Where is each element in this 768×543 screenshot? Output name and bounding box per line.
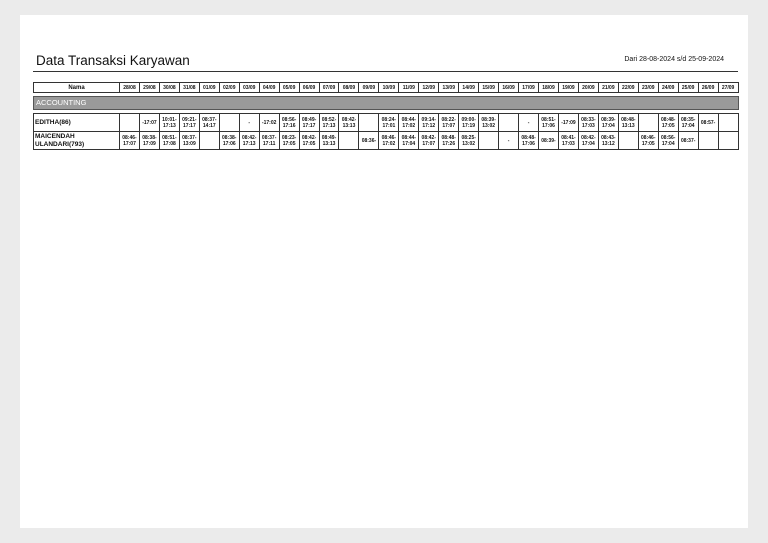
employee-row — [34, 132, 739, 150]
check-in-time: 08:41- — [561, 134, 576, 141]
attendance-cell — [179, 132, 199, 150]
check-out-time: 17:02 — [402, 122, 416, 129]
check-out-time: 13:13 — [621, 122, 635, 129]
check-in-time: 08:37- — [202, 116, 217, 123]
attendance-cell — [718, 114, 738, 132]
check-out-time: 17:04 — [661, 140, 675, 147]
check-out-time: 17:13 — [162, 122, 176, 129]
check-in-time: 08:43- — [601, 134, 616, 141]
date-column-header: 19/09 — [558, 83, 578, 93]
check-in-time: 08:44- — [401, 116, 417, 123]
attendance-cell — [299, 114, 319, 132]
check-in-time: 08:42- — [241, 134, 257, 141]
attendance-cell — [459, 114, 479, 132]
date-column-header: 15/09 — [479, 83, 499, 93]
attendance-cell — [499, 132, 519, 150]
date-column-header: 22/09 — [618, 83, 638, 93]
check-out-time: -17:07 — [142, 119, 157, 126]
attendance-cell — [678, 114, 698, 132]
check-out-time: 13:13 — [322, 140, 336, 147]
check-out-time: 17:04 — [402, 140, 416, 147]
date-column-header: 02/09 — [219, 83, 239, 93]
attendance-cell — [539, 132, 559, 150]
attendance-cell — [399, 132, 419, 150]
attendance-cell — [459, 132, 479, 150]
attendance-cell — [718, 132, 738, 150]
date-column-header: 05/09 — [279, 83, 299, 93]
attendance-table — [33, 82, 739, 150]
attendance-cell — [558, 114, 578, 132]
check-out-time: 17:03 — [562, 140, 575, 147]
attendance-cell — [120, 114, 140, 132]
check-in-time: 08:52- — [321, 116, 337, 123]
check-out-time: 13:02 — [482, 122, 496, 129]
date-column-header: 10/09 — [379, 83, 399, 93]
attendance-cell — [439, 132, 459, 150]
date-column-header: 18/09 — [539, 83, 559, 93]
check-in-time: 08:48- — [660, 116, 676, 123]
attendance-cell — [259, 114, 279, 132]
date-column-header: 14/09 — [459, 83, 479, 93]
date-column-header: 09/09 — [359, 83, 379, 93]
check-out-time: 17:08 — [162, 140, 176, 147]
check-out-time: 14:17 — [202, 122, 216, 129]
employee-name: MAICENDAH ULANDARI(793) — [34, 132, 120, 150]
attendance-cell — [578, 114, 598, 132]
date-column-header: 23/09 — [638, 83, 658, 93]
date-column-header: 16/09 — [499, 83, 519, 93]
check-out-time: 17:19 — [462, 122, 476, 129]
date-column-header: 30/08 — [159, 83, 179, 93]
attendance-cell — [419, 114, 439, 132]
attendance-cell — [598, 114, 618, 132]
check-out-time: 17:05 — [641, 140, 655, 147]
attendance-cell — [279, 132, 299, 150]
check-in-time: 09:14- — [421, 116, 436, 123]
attendance-cell — [279, 114, 299, 132]
date-range: Dari 28-08-2024 s/d 25-09-2024 — [624, 56, 724, 63]
attendance-cell — [658, 114, 678, 132]
check-in-time: 08:49- — [301, 116, 317, 123]
employee-name: EDITHA(86) — [34, 114, 120, 132]
check-in-time: 08:46- — [381, 134, 397, 141]
check-out-time: - — [248, 119, 251, 126]
attendance-cell — [658, 132, 678, 150]
check-out-time: - — [527, 119, 530, 126]
attendance-cell — [199, 114, 219, 132]
check-out-time: 17:06 — [222, 140, 236, 147]
check-out-time: 17:06 — [542, 122, 555, 129]
check-out-time: 17:01 — [382, 122, 396, 129]
check-out-time: 13:12 — [601, 140, 615, 147]
attendance-cell — [618, 132, 638, 150]
date-column-header: 01/09 — [199, 83, 219, 93]
check-out-time: 17:06 — [522, 140, 535, 147]
check-in-time: 08:24- — [381, 116, 397, 123]
check-in-time: 08:48- — [441, 134, 456, 141]
attendance-cell — [139, 132, 159, 150]
check-out-time: -17:09 — [561, 119, 576, 126]
check-out-time: 13:09 — [182, 140, 196, 147]
date-column-header: 11/09 — [399, 83, 419, 93]
attendance-cell — [618, 114, 638, 132]
attendance-cell — [698, 132, 718, 150]
check-in-time: 08:22- — [441, 116, 456, 123]
check-out-time: 17:26 — [442, 140, 456, 147]
check-out-time: 17:16 — [282, 122, 296, 129]
check-in-time: 08:38- — [142, 134, 157, 141]
header-row — [34, 83, 739, 93]
date-column-header: 25/09 — [678, 83, 698, 93]
check-in-time: 09:21- — [182, 116, 197, 123]
attendance-cell — [499, 114, 519, 132]
report-title: Data Transaksi Karyawan — [36, 53, 190, 68]
attendance-cell — [319, 132, 339, 150]
date-column-header: 31/08 — [179, 83, 199, 93]
check-in-time: 08:37- — [182, 134, 197, 141]
date-column-header: 21/09 — [598, 83, 618, 93]
check-in-time: 08:56- — [281, 116, 297, 123]
check-out-time: 17:03 — [582, 122, 595, 129]
attendance-cell — [578, 132, 598, 150]
check-out-time: 17:05 — [302, 140, 316, 147]
attendance-cell — [399, 114, 419, 132]
attendance-cell — [259, 132, 279, 150]
attendance-cell — [179, 114, 199, 132]
check-in-time: 08:35- — [680, 116, 696, 123]
attendance-cell — [159, 132, 179, 150]
check-out-time: 17:13 — [322, 122, 336, 129]
date-column-header: 06/09 — [299, 83, 319, 93]
check-in-time: 08:42- — [301, 134, 317, 141]
attendance-cell — [359, 114, 379, 132]
attendance-cell — [519, 114, 539, 132]
check-out-time: 17:04 — [601, 122, 615, 129]
date-column-header: 24/09 — [658, 83, 678, 93]
attendance-cell — [239, 114, 259, 132]
attendance-cell — [638, 114, 658, 132]
employee-row — [34, 114, 739, 132]
check-in-time: 08:46- — [641, 134, 656, 141]
check-in-time: 08:39- — [481, 116, 496, 123]
check-in-time: 08:51- — [541, 116, 556, 123]
check-in-time: 08:44- — [401, 134, 417, 141]
attendance-cell — [379, 114, 399, 132]
check-out-time: 17:12 — [422, 122, 436, 129]
check-in-time: 08:23- — [281, 134, 297, 141]
attendance-cell — [698, 114, 718, 132]
attendance-cell — [319, 114, 339, 132]
attendance-cell — [379, 132, 399, 150]
check-out-time: 17:05 — [661, 122, 675, 129]
attendance-cell — [159, 114, 179, 132]
attendance-cell — [299, 132, 319, 150]
check-out-time: -17:02 — [261, 119, 277, 126]
check-in-time: 08:42- — [581, 134, 596, 141]
check-out-time: 17:04 — [681, 122, 695, 129]
attendance-cell — [139, 114, 159, 132]
attendance-cell — [239, 132, 259, 150]
check-out-time: 17:13 — [242, 140, 256, 147]
check-in-time: 08:39- — [601, 116, 616, 123]
check-in-time: 08:25- — [461, 134, 476, 141]
attendance-cell — [219, 132, 239, 150]
check-out-time: 17:07 — [442, 122, 456, 129]
check-out-time: 17:07 — [422, 140, 436, 147]
check-in-time: 08:36- — [361, 137, 377, 144]
attendance-cell — [359, 132, 379, 150]
attendance-cell — [638, 132, 658, 150]
attendance-cell — [219, 114, 239, 132]
date-column-header: 07/09 — [319, 83, 339, 93]
name-column-header: Nama — [34, 83, 120, 93]
check-out-time: - — [507, 137, 510, 144]
attendance-cell — [678, 132, 698, 150]
check-in-time: 09:00- — [461, 116, 476, 123]
date-column-header: 13/09 — [439, 83, 459, 93]
attendance-cell — [519, 132, 539, 150]
report-page — [20, 15, 748, 528]
check-in-time: 08:42- — [341, 116, 357, 123]
attendance-cell — [479, 114, 499, 132]
date-column-header: 12/09 — [419, 83, 439, 93]
check-in-time: 08:42- — [421, 134, 436, 141]
check-out-time: 17:09 — [143, 140, 156, 147]
check-in-time: 08:38- — [222, 134, 237, 141]
date-column-header: 17/09 — [519, 83, 539, 93]
check-out-time: 17:17 — [302, 122, 316, 129]
check-out-time: 17:04 — [582, 140, 595, 147]
date-column-header: 26/09 — [698, 83, 718, 93]
attendance-cell — [199, 132, 219, 150]
check-in-time: 08:48- — [621, 116, 636, 123]
check-in-time: 08:57- — [700, 119, 716, 126]
check-in-time: 10:01- — [162, 116, 177, 123]
attendance-cell — [120, 132, 140, 150]
date-column-header: 20/09 — [578, 83, 598, 93]
department-name: ACCOUNTING — [34, 97, 739, 110]
check-in-time: 08:37- — [261, 134, 277, 141]
attendance-cell — [439, 114, 459, 132]
department-row — [34, 97, 739, 110]
check-out-time: 17:07 — [123, 140, 136, 147]
check-in-time: 08:56- — [660, 134, 676, 141]
check-out-time: 13:13 — [342, 122, 356, 129]
check-out-time: 13:02 — [462, 140, 476, 147]
attendance-cell — [598, 132, 618, 150]
header-rule — [33, 71, 738, 72]
check-out-time: 17:02 — [382, 140, 396, 147]
check-in-time: 08:51- — [162, 134, 177, 141]
check-in-time: 08:33- — [581, 116, 596, 123]
attendance-cell — [539, 114, 559, 132]
date-column-header: 08/09 — [339, 83, 359, 93]
date-column-header: 29/08 — [139, 83, 159, 93]
attendance-cell — [479, 132, 499, 150]
check-in-time: 08:46- — [122, 134, 137, 141]
check-in-time: 08:39- — [541, 137, 556, 144]
check-in-time: 08:37- — [680, 137, 696, 144]
check-out-time: 17:11 — [262, 140, 276, 147]
check-in-time: 08:49- — [321, 134, 337, 141]
date-column-header: 03/09 — [239, 83, 259, 93]
check-out-time: 17:05 — [282, 140, 296, 147]
date-column-header: 28/08 — [120, 83, 140, 93]
check-in-time: 08:48- — [521, 134, 536, 141]
check-out-time: 17:17 — [182, 122, 196, 129]
attendance-cell — [339, 114, 359, 132]
date-column-header: 27/09 — [718, 83, 738, 93]
attendance-cell — [339, 132, 359, 150]
attendance-cell — [558, 132, 578, 150]
attendance-cell — [419, 132, 439, 150]
date-column-header: 04/09 — [259, 83, 279, 93]
